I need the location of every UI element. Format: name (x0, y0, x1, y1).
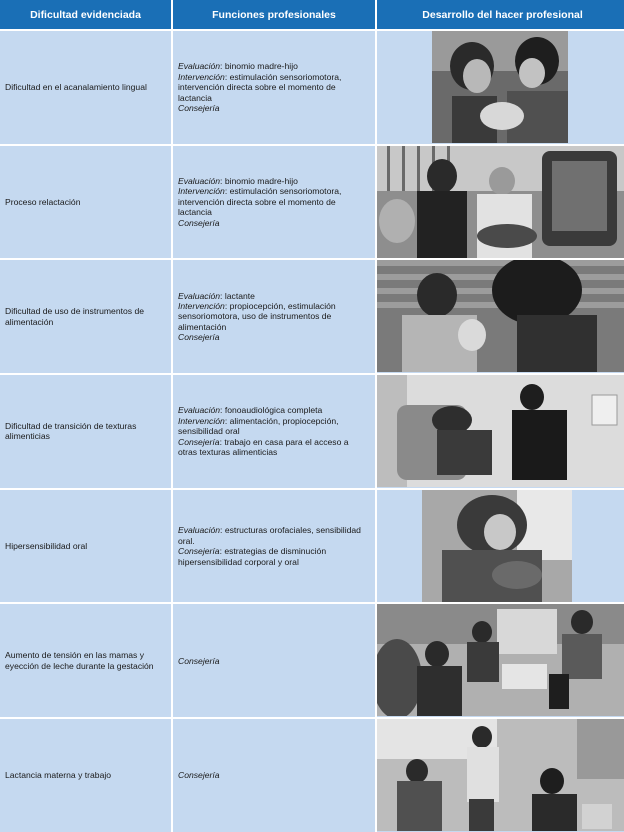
photo-gestation-group (377, 604, 624, 716)
photo-relactation (377, 146, 624, 258)
photo-oral-sensitivity (422, 490, 572, 602)
functions-cell: Evaluación: estructuras orofaciales, sensibilidad oral. Consejería: estrategias de disminución hipersensibilidad corporal y oral (173, 490, 375, 603)
difficulty-cell: Proceso relactación (0, 146, 171, 259)
difficulty-cell: Aumento de tensión en las mamas y eyección de leche durante la gestación (0, 604, 171, 717)
header-functions: Funciones profesionales (173, 0, 375, 29)
photo-cell (377, 490, 624, 603)
header-difficulty: Dificultad evidenciada (0, 0, 171, 29)
functions-cell: Evaluación: fonoaudiológica completa Intervención: alimentación, propiocepción, sensibilidad oral Consejería: trabajo en casa para el acceso a otras texturas alimenticias (173, 375, 375, 488)
difficulty-cell: Dificultad en el acanalamiento lingual (0, 31, 171, 144)
difficulty-cell: Lactancia materna y trabajo (0, 719, 171, 832)
difficulty-cell: Hipersensibilidad oral (0, 490, 171, 603)
header-development: Desarrollo del hacer profesional (377, 0, 624, 29)
photo-cell (377, 146, 624, 259)
photo-cell (377, 31, 624, 144)
photo-cell (377, 375, 624, 488)
photo-cell (377, 719, 624, 832)
difficulty-cell: Dificultad de uso de instrumentos de alimentación (0, 260, 171, 373)
photo-feeding-instruments (377, 260, 624, 372)
photo-cell (377, 260, 624, 373)
photo-texture-transition (377, 375, 624, 487)
photo-cell (377, 604, 624, 717)
functions-cell: Evaluación: binomio madre-hijo Intervención: estimulación sensoriomotora, intervención directa sobre el momento de lactancia Consejería (173, 146, 375, 259)
difficulty-cell: Dificultad de transición de texturas alimenticias (0, 375, 171, 488)
photo-breastfeeding-work (377, 719, 624, 831)
functions-cell: Evaluación: binomio madre-hijo Intervención: estimulación sensoriomotora, intervención directa sobre el momento de lactancia Consejería (173, 31, 375, 144)
functions-cell: Evaluación: lactante Intervención: propiocepción, estimulación sensoriomotora, uso de instrumentos de alimentación Consejería (173, 260, 375, 373)
functions-cell: Consejería (173, 604, 375, 717)
photo-tongue-therapy (432, 31, 568, 143)
functions-cell: Consejería (173, 719, 375, 832)
